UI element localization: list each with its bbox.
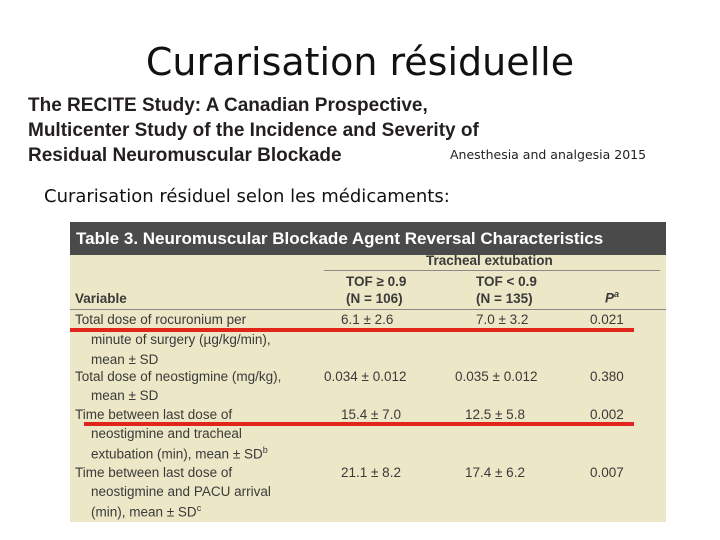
col-variable-header: Variable xyxy=(75,291,127,306)
row-value-col1: 21.1 ± 8.2 xyxy=(341,465,401,480)
row-value-col1: 6.1 ± 2.6 xyxy=(341,312,394,327)
row-label-line: Time between last dose of xyxy=(75,465,233,480)
highlight-line xyxy=(70,328,634,332)
group-header-rule xyxy=(324,270,660,271)
subtitle: Curarisation résiduel selon les médicaments: xyxy=(44,186,450,207)
row-p-value: 0.021 xyxy=(590,312,624,327)
highlight-line xyxy=(84,422,634,426)
row-label-line: (min), mean ± $SD^c$ xyxy=(91,503,202,520)
study-title-line: The RECITE Study: A Canadian Prospective, xyxy=(28,95,428,116)
col1-header-line1: TOF ≥ 0.9 xyxy=(346,274,407,289)
row-value-col2: 17.4 ± 6.2 xyxy=(465,465,525,480)
slide-title: Curarisation résiduelle xyxy=(145,40,575,84)
table-image xyxy=(70,222,666,522)
row-label-line: Time between last dose of xyxy=(75,407,233,422)
col2-header-line1: TOF < 0.9 xyxy=(476,274,537,289)
header-rule xyxy=(70,309,666,310)
row-label-line: Total dose of rocuronium per xyxy=(75,312,247,327)
row-label-line: mean ± SD xyxy=(91,352,159,367)
row-value-col1: 15.4 ± 7.0 xyxy=(341,407,401,422)
row-value-col2: 12.5 ± 5.8 xyxy=(465,407,525,422)
row-label-line: neostigmine and tracheal xyxy=(91,426,242,441)
row-label-line: Total dose of neostigmine (mg/kg), xyxy=(75,369,282,384)
col1-header-line2: (N = 106) xyxy=(346,291,403,306)
row-label-line: minute of surgery (µg/kg/min), xyxy=(91,332,271,347)
study-title-line: Residual Neuromuscular Blockade xyxy=(28,145,342,166)
group-header: Tracheal extubation xyxy=(426,253,553,268)
row-p-value: 0.380 xyxy=(590,369,624,384)
row-label-line: extubation (min), mean ± $SD^b$ xyxy=(91,445,268,462)
row-p-value: 0.007 xyxy=(590,465,624,480)
col2-header-line2: (N = 135) xyxy=(476,291,533,306)
table-title: Table 3. Neuromuscular Blockade Agent Reversal Characteristics xyxy=(70,222,666,255)
row-p-value: 0.002 xyxy=(590,407,624,422)
row-value-col1: 0.034 ± 0.012 xyxy=(324,369,407,384)
row-label-line: neostigmine and PACU arrival xyxy=(91,484,271,499)
citation: Anesthesia and analgesia 2015 xyxy=(450,147,647,162)
row-value-col2: 7.0 ± 3.2 xyxy=(476,312,529,327)
row-value-col2: 0.035 ± 0.012 xyxy=(455,369,538,384)
study-title-line: Multicenter Study of the Incidence and Severity of xyxy=(28,120,479,141)
col3-header: $P^a$ xyxy=(605,289,620,306)
row-label-line: mean ± SD xyxy=(91,388,159,403)
